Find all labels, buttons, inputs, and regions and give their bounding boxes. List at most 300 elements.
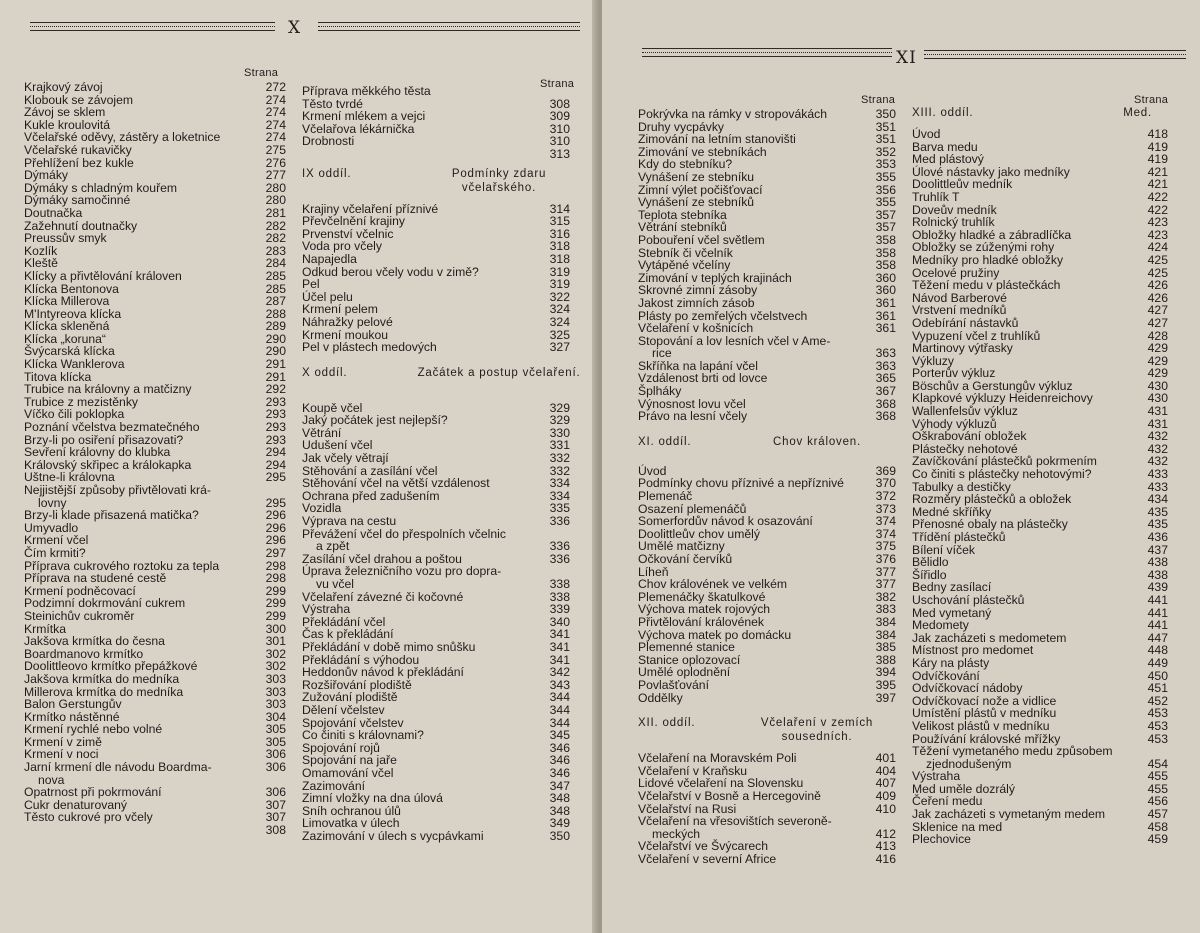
index-entry-page: 331 xyxy=(549,438,570,453)
index-entry xyxy=(24,245,286,258)
index-entry xyxy=(638,322,896,335)
section-title: Včelaření v zemích sousedních. xyxy=(760,717,874,744)
index-entry-title: Brzy-li po osiření přisazovati? xyxy=(24,432,184,447)
index-entry-page: 385 xyxy=(875,640,896,655)
index-entry-page: 329 xyxy=(549,413,570,428)
section-label: XIII. oddíl. xyxy=(912,107,974,119)
index-entry-title: Rozšiřování plodiště xyxy=(302,677,412,692)
index-entry xyxy=(302,540,570,553)
index-entry-title: Pel v plástech medových xyxy=(302,340,437,355)
index-entry-page: 425 xyxy=(1147,252,1168,267)
index-entry xyxy=(912,594,1168,607)
index-entry-page: 372 xyxy=(875,489,896,504)
index-entry-page: 431 xyxy=(1147,416,1168,431)
index-entry xyxy=(24,421,286,434)
index-entry-title: Tabulky a destičky xyxy=(912,479,1011,494)
right-col2 xyxy=(912,106,1168,846)
index-entry-title: Preussův smyk xyxy=(24,231,107,246)
index-entry xyxy=(912,342,1168,355)
index-entry-title: Povlašťování xyxy=(638,677,709,692)
index-entry-title: Včelaření v košnicích xyxy=(638,321,754,336)
index-entry xyxy=(912,216,1168,229)
index-entry-page: 352 xyxy=(875,144,896,159)
section-label: XI. oddíl. xyxy=(638,435,692,448)
index-entry xyxy=(912,531,1168,544)
index-entry-page: 421 xyxy=(1147,177,1168,192)
index-entry-title: Vytápěné včelíny xyxy=(638,258,731,273)
index-entry-page: 298 xyxy=(265,571,286,586)
index-entry-title: Včelaření v severní Africe xyxy=(638,851,777,866)
index-entry-title: Umyvadlo xyxy=(24,520,79,535)
index-entry xyxy=(912,367,1168,380)
index-entry-title: Plechovice xyxy=(912,832,971,847)
index-entry-page: 419 xyxy=(1147,152,1168,167)
index-entry-title: Včelaření v Kraňsku xyxy=(638,763,748,778)
index-entry-title: Krmítko nástěnné xyxy=(24,709,120,724)
index-entry-page: 288 xyxy=(265,306,286,321)
index-entry-title: Těžení vymetaného medu způsobem xyxy=(912,744,1113,759)
index-entry-title: Kleště xyxy=(24,256,58,271)
index-entry-title: Pokrývka na rámky v stropovákách xyxy=(638,107,827,121)
index-entry-page: 280 xyxy=(265,193,286,208)
index-entry-title: Dýmáky xyxy=(24,168,69,183)
index-entry-page: 306 xyxy=(265,785,286,800)
index-entry-page: 363 xyxy=(875,346,896,361)
index-entry-title: Jak včely větrají xyxy=(302,451,389,466)
index-entry-title: Krmítka xyxy=(24,621,66,636)
index-entry-title: Závoj se sklem xyxy=(24,105,106,120)
index-entry-title: Jakšova krmítka do medníka xyxy=(24,671,180,686)
index-entry xyxy=(638,297,896,310)
index-entry-page: 368 xyxy=(875,396,896,411)
index-entry-title: Přehlížení bez kukle xyxy=(24,155,134,170)
index-entry-page: 450 xyxy=(1147,668,1168,683)
index-entry-page: 285 xyxy=(265,281,286,296)
index-entry-title: Pobouření včel světlem xyxy=(638,232,765,247)
index-entry-page: 299 xyxy=(265,608,286,623)
index-entry xyxy=(638,840,896,853)
index-entry-page: 430 xyxy=(1147,378,1168,393)
index-entry-page: 360 xyxy=(875,283,896,298)
index-entry-title: Plásty po zemřelých včelstvech xyxy=(638,308,808,323)
index-entry-page: 421 xyxy=(1147,164,1168,179)
index-entry-title: Dýmáky s chladným kouřem xyxy=(24,180,178,195)
index-entry-title: Krajiny včelaření příznivé xyxy=(302,201,439,216)
index-entry-title: Velikost plástů v medníku xyxy=(912,718,1050,733)
index-entry-title: Sklenice na med xyxy=(912,819,1003,834)
index-entry-page: 342 xyxy=(549,665,570,680)
index-entry-title: Med vymetaný xyxy=(912,605,992,620)
index-entry-page: 314 xyxy=(549,201,570,216)
index-entry-page: 334 xyxy=(549,476,570,491)
index-entry-page: 343 xyxy=(549,677,570,692)
index-entry-page: 310 xyxy=(549,121,570,136)
index-entry-page: 344 xyxy=(549,702,570,717)
index-entry-page: 365 xyxy=(875,371,896,386)
index-entry-page: 407 xyxy=(875,776,896,791)
index-entry xyxy=(24,144,286,157)
index-entry-page: 293 xyxy=(265,432,286,447)
left-page-header xyxy=(0,0,598,40)
index-entry-page: 305 xyxy=(265,734,286,749)
section-title: Med. xyxy=(1123,107,1152,119)
index-entry-title: Doveův medník xyxy=(912,202,997,217)
index-entry-page: 430 xyxy=(1147,391,1168,406)
index-entry xyxy=(638,171,896,184)
index-entry-title: Obložky se zúženými rohy xyxy=(912,240,1055,255)
index-entry-page: 345 xyxy=(549,728,570,743)
index-entry xyxy=(24,484,286,497)
index-entry-title: Klícka skleněná xyxy=(24,319,110,334)
index-entry-page: 456 xyxy=(1147,794,1168,809)
index-entry-title: Vynášení ze stebníků xyxy=(638,195,755,210)
index-entry-title: Stebník či včelník xyxy=(638,245,733,260)
index-entry-title: Steinichův cukroměr xyxy=(24,608,135,623)
index-entry-title: zjednodušeným xyxy=(926,756,1012,771)
index-entry-title: Udušení včel xyxy=(302,438,373,453)
index-entry-page: 340 xyxy=(549,614,570,629)
index-entry-title: Umělé oplodnění xyxy=(638,665,731,680)
column-header-strana: Strana xyxy=(244,67,279,79)
index-entry-page: 424 xyxy=(1147,240,1168,255)
index-entry-title: Napajedla xyxy=(302,251,357,266)
index-entry-title: Větrání xyxy=(302,425,342,440)
index-entry-page: 296 xyxy=(265,508,286,523)
index-entry-title: Barva medu xyxy=(912,139,978,154)
index-entry xyxy=(638,259,896,272)
index-entry-page: 302 xyxy=(265,646,286,661)
index-entry xyxy=(638,410,896,423)
index-entry xyxy=(24,723,286,736)
index-entry-page: 455 xyxy=(1147,781,1168,796)
index-entry-title: Káry na plásty xyxy=(912,655,990,670)
index-entry-page: 422 xyxy=(1147,202,1168,217)
index-entry-title: Úprava železničního vozu pro dopra- xyxy=(302,564,502,579)
index-entry-title: Med plástový xyxy=(912,152,984,167)
index-entry-page: 290 xyxy=(265,344,286,359)
index-entry xyxy=(24,761,286,774)
index-entry xyxy=(912,544,1168,557)
index-entry-title: Úvod xyxy=(638,463,667,478)
index-entry-title: Jaký počátek jest nejlepší? xyxy=(302,413,448,428)
index-entry xyxy=(638,578,896,591)
index-entry-title: Klícka Wanklerova xyxy=(24,357,125,372)
index-entry-page: 295 xyxy=(265,495,286,510)
index-entry-title: Odvíčkovací nože a vidlice xyxy=(912,693,1057,708)
index-entry-page: 319 xyxy=(549,264,570,279)
index-entry-title: Martinovy výtřasky xyxy=(912,341,1013,356)
index-entry-title: Millerova krmítka do medníka xyxy=(24,684,184,699)
index-entry xyxy=(912,430,1168,443)
index-entry-title: Včelařova lékárnička xyxy=(302,121,415,136)
index-entry-title: Somerfordův návod k osazování xyxy=(638,514,813,529)
section-heading-xi xyxy=(638,429,896,465)
index-entry-page: 346 xyxy=(549,753,570,768)
index-entry-title: Limovatka v úlech xyxy=(302,816,400,831)
index-entry-page: 382 xyxy=(875,589,896,604)
index-entry xyxy=(302,278,570,291)
index-entry-page: 427 xyxy=(1147,303,1168,318)
index-entry-page: 388 xyxy=(875,652,896,667)
index-entry-page: 349 xyxy=(549,816,570,831)
index-entry xyxy=(638,347,896,360)
index-entry-title: Větrání stebníků xyxy=(638,220,727,235)
index-entry-title: Brzy-li klade přisazená matička? xyxy=(24,508,199,523)
index-entry-page: 413 xyxy=(875,839,896,854)
index-entry xyxy=(638,234,896,247)
index-entry-title: Spojování včelstev xyxy=(302,715,404,730)
index-entry-page: 290 xyxy=(265,331,286,346)
index-entry-title: Výnosnost lovu včel xyxy=(638,396,746,411)
index-entry xyxy=(912,191,1168,204)
index-entry-title: Úlové nástavky jako medníky xyxy=(912,164,1070,179)
index-entry-page: 432 xyxy=(1147,454,1168,469)
index-entry-page: 292 xyxy=(265,382,286,397)
index-entry xyxy=(302,414,570,427)
index-entry-page: 363 xyxy=(875,358,896,373)
index-entry-page: 435 xyxy=(1147,504,1168,519)
index-entry-title: Včelaření na Moravském Poli xyxy=(638,751,797,766)
index-entry xyxy=(24,232,286,245)
index-entry-page: 318 xyxy=(549,239,570,254)
index-entry-title: Jak zacházeti s vymetaným medem xyxy=(912,807,1106,822)
index-entry-page: 341 xyxy=(549,639,570,654)
index-entry-page: 282 xyxy=(265,218,286,233)
index-entry-title: Cukr denaturovaný xyxy=(24,797,127,812)
index-entry-title: Zimní vložky na dna úlová xyxy=(302,791,443,806)
index-entry-page: 322 xyxy=(549,289,570,304)
index-entry-page: 356 xyxy=(875,182,896,197)
index-entry-page: 291 xyxy=(265,357,286,372)
index-entry xyxy=(638,490,896,503)
index-entry-title: Plemenáčky škatulkové xyxy=(638,589,766,604)
index-entry-title: Rolnický truhlík xyxy=(912,215,995,230)
index-entry-title: Překládání s výhodou xyxy=(302,652,420,667)
index-entry xyxy=(302,85,570,98)
index-entry-page: 361 xyxy=(875,321,896,336)
index-entry-page: 374 xyxy=(875,526,896,541)
index-entry xyxy=(24,811,286,824)
index-entry-page: 458 xyxy=(1147,819,1168,834)
index-entry-page: 308 xyxy=(265,823,286,838)
index-entry-title: Umělé matčizny xyxy=(638,539,725,554)
index-entry xyxy=(302,767,570,780)
index-entry-title: Včelaření závezné či kočovné xyxy=(302,589,464,604)
index-entry xyxy=(24,270,286,283)
index-entry-title: Krajkový závoj xyxy=(24,80,103,94)
index-entry-title: Heddonův návod k překládání xyxy=(302,665,464,680)
index-entry xyxy=(638,108,896,121)
index-entry-page: 306 xyxy=(265,760,286,775)
index-entry-page: 316 xyxy=(549,226,570,241)
index-entry-title: Med uměle dozrálý xyxy=(912,781,1015,796)
index-entry-title: Čas k překládání xyxy=(302,627,394,642)
index-entry-page: 361 xyxy=(875,308,896,323)
index-entry xyxy=(302,266,570,279)
index-entry-title: Šplháky xyxy=(638,384,682,399)
index-entry-page: 310 xyxy=(549,134,570,149)
index-entry-page: 309 xyxy=(549,109,570,124)
index-entry-page: 274 xyxy=(265,105,286,120)
index-entry-title: Krmení rychlé nebo volné xyxy=(24,722,163,737)
index-entry-page: 300 xyxy=(265,621,286,636)
index-entry-title: Krmení moukou xyxy=(302,327,389,342)
index-entry-title: Kozlík xyxy=(24,243,58,258)
index-entry-page: 441 xyxy=(1147,618,1168,633)
index-entry-page: 274 xyxy=(265,92,286,107)
index-entry xyxy=(912,770,1168,783)
index-entry-title: Vrstvení medníků xyxy=(912,303,1007,318)
index-entry-page: 296 xyxy=(265,520,286,535)
index-entry-title: Pel xyxy=(302,277,320,292)
index-entry-page: 302 xyxy=(265,659,286,674)
index-entry xyxy=(638,385,896,398)
index-entry-title: Právo na lesní včely xyxy=(638,409,748,424)
index-entry-title: Místnost pro medomet xyxy=(912,643,1034,658)
right-page-header xyxy=(602,0,1200,68)
index-entry-title: Sníh ochranou úlů xyxy=(302,803,401,818)
index-entry xyxy=(302,148,570,161)
index-entry-page: 429 xyxy=(1147,341,1168,356)
section-title: Začátek a postup včelaření. xyxy=(417,366,581,379)
index-entry-page: 441 xyxy=(1147,605,1168,620)
index-entry-page: 344 xyxy=(549,715,570,730)
index-entry-page: 280 xyxy=(265,180,286,195)
index-entry-title: Plemenáč xyxy=(638,489,693,504)
index-entry-title: Překládání v době mimo snůšku xyxy=(302,639,476,654)
index-entry-page: 439 xyxy=(1147,580,1168,595)
index-entry-page: 428 xyxy=(1147,328,1168,343)
index-entry xyxy=(912,153,1168,166)
index-entry-title: Kukle kroulovitá xyxy=(24,117,111,132)
index-entry-page: 394 xyxy=(875,665,896,680)
index-entry-page: 297 xyxy=(265,545,286,560)
index-entry-title: Včelařství v Bosně a Hercegovině xyxy=(638,788,821,803)
index-entry-page: 276 xyxy=(265,155,286,170)
index-entry-title: Doolittleův chov umělý xyxy=(638,526,760,541)
index-entry-title: Klobouk se závojem xyxy=(24,92,134,107)
index-entry-title: Zimování v teplých krajinách xyxy=(638,270,792,285)
index-entry xyxy=(912,405,1168,418)
index-entry-page: 303 xyxy=(265,684,286,699)
index-entry-page: 294 xyxy=(265,445,286,460)
index-entry xyxy=(302,477,570,490)
index-entry-title: Krmení v noci xyxy=(24,747,99,762)
section-heading-x xyxy=(302,360,581,396)
index-entry-title: Líheň xyxy=(638,564,669,579)
index-entry-title: Nejjistější způsoby přivtělovati krá- xyxy=(24,483,211,497)
index-entry-title: Klícky a přivtělování královen xyxy=(24,268,182,283)
index-entry xyxy=(24,786,286,799)
index-entry-title: Sevření královny do klubka xyxy=(24,445,171,460)
index-entry-title: Vynášení ze stebníku xyxy=(638,169,755,184)
index-entry-title: Náhražky pelové xyxy=(302,314,393,329)
index-entry-page: 435 xyxy=(1147,517,1168,532)
index-entry-page: 425 xyxy=(1147,265,1168,280)
index-entry-title: Skříňka na lapání včel xyxy=(638,358,758,373)
index-entry-page: 441 xyxy=(1147,592,1168,607)
index-entry-page: 275 xyxy=(265,142,286,157)
index-entry-page: 307 xyxy=(265,810,286,825)
index-entry-page: 447 xyxy=(1147,630,1168,645)
index-entry-title: lovny xyxy=(38,495,67,510)
index-entry-page: 423 xyxy=(1147,227,1168,242)
index-entry-page: 298 xyxy=(265,558,286,573)
index-entry xyxy=(24,169,286,182)
index-entry-page: 412 xyxy=(875,826,896,841)
index-entry-page: 301 xyxy=(265,634,286,649)
index-entry-page: 434 xyxy=(1147,492,1168,507)
index-entry-page: 283 xyxy=(265,243,286,258)
index-entry-page: 358 xyxy=(875,232,896,247)
index-entry-page: 358 xyxy=(875,245,896,260)
left-page xyxy=(0,0,598,933)
index-entry-title: Příprava cukrového roztoku za tepla xyxy=(24,558,220,573)
index-entry-page: 367 xyxy=(875,384,896,399)
index-entry-title: Těsto cukrové pro včely xyxy=(24,810,153,825)
index-entry-page: 346 xyxy=(549,740,570,755)
index-entry xyxy=(302,110,570,123)
index-entry-page: 294 xyxy=(265,457,286,472)
index-entry-title: Chov královének ve velkém xyxy=(638,577,788,592)
index-entry-title: Výstraha xyxy=(302,602,351,617)
index-entry-page: 285 xyxy=(265,268,286,283)
index-entry xyxy=(638,815,896,828)
index-entry-title: Spojování na jaře xyxy=(302,753,397,768)
index-entry-title: Omamování včel xyxy=(302,765,394,780)
index-entry-title: Výprava na cestu xyxy=(302,514,397,529)
column-header-strana: Strana xyxy=(1134,94,1169,106)
index-entry-page: 455 xyxy=(1147,769,1168,784)
index-entry-page: 384 xyxy=(875,627,896,642)
index-entry-page: 350 xyxy=(549,828,570,843)
index-entry-title: Plemenné stanice xyxy=(638,640,735,655)
index-entry xyxy=(638,752,896,765)
index-entry-title: Böschův a Gerstungův výkluz xyxy=(912,378,1073,393)
column-header-strana: Strana xyxy=(861,94,896,106)
index-entry-page: 436 xyxy=(1147,530,1168,544)
index-entry-title: Včelařství ve Švýcarech xyxy=(638,839,769,854)
index-entry-page: 418 xyxy=(1147,127,1168,141)
index-entry xyxy=(24,673,286,686)
index-entry-title: Umístění plástů v medníku xyxy=(912,706,1057,721)
section-title: Chov královen. xyxy=(773,435,861,448)
index-entry-page: 289 xyxy=(265,319,286,334)
index-entry-title: Rozměry plástečků a obložek xyxy=(912,492,1072,507)
index-entry-title: Překládání včel xyxy=(302,614,386,629)
index-entry xyxy=(302,830,570,843)
index-entry-title: Dělení včelstev xyxy=(302,702,385,717)
section-label: X oddíl. xyxy=(302,366,348,379)
index-entry xyxy=(912,745,1168,758)
index-entry-page: 324 xyxy=(549,302,570,317)
index-entry-page: 422 xyxy=(1147,189,1168,204)
index-entry-title: Výhody výkluzů xyxy=(912,416,997,431)
index-entry xyxy=(302,490,570,503)
index-entry-title: Co činiti s královnami? xyxy=(302,728,424,743)
index-entry-title: Podzimní dokrmování cukrem xyxy=(24,596,186,611)
index-entry-title: M'Intyreova klícka xyxy=(24,306,122,321)
index-entry-title: Doolittleovo krmítko přepážkové xyxy=(24,659,198,674)
index-entry-title: Titova klícka xyxy=(24,369,92,384)
index-entry-title: Ochrana před zadušením xyxy=(302,488,440,503)
index-entry-page: 384 xyxy=(875,614,896,629)
index-entry-title: Stěhování včel na větší vzdálenost xyxy=(302,476,490,491)
index-entry xyxy=(912,493,1168,506)
index-entry-page: 397 xyxy=(875,690,896,705)
index-entry xyxy=(302,135,570,148)
index-entry-title: Bělidlo xyxy=(912,555,949,570)
